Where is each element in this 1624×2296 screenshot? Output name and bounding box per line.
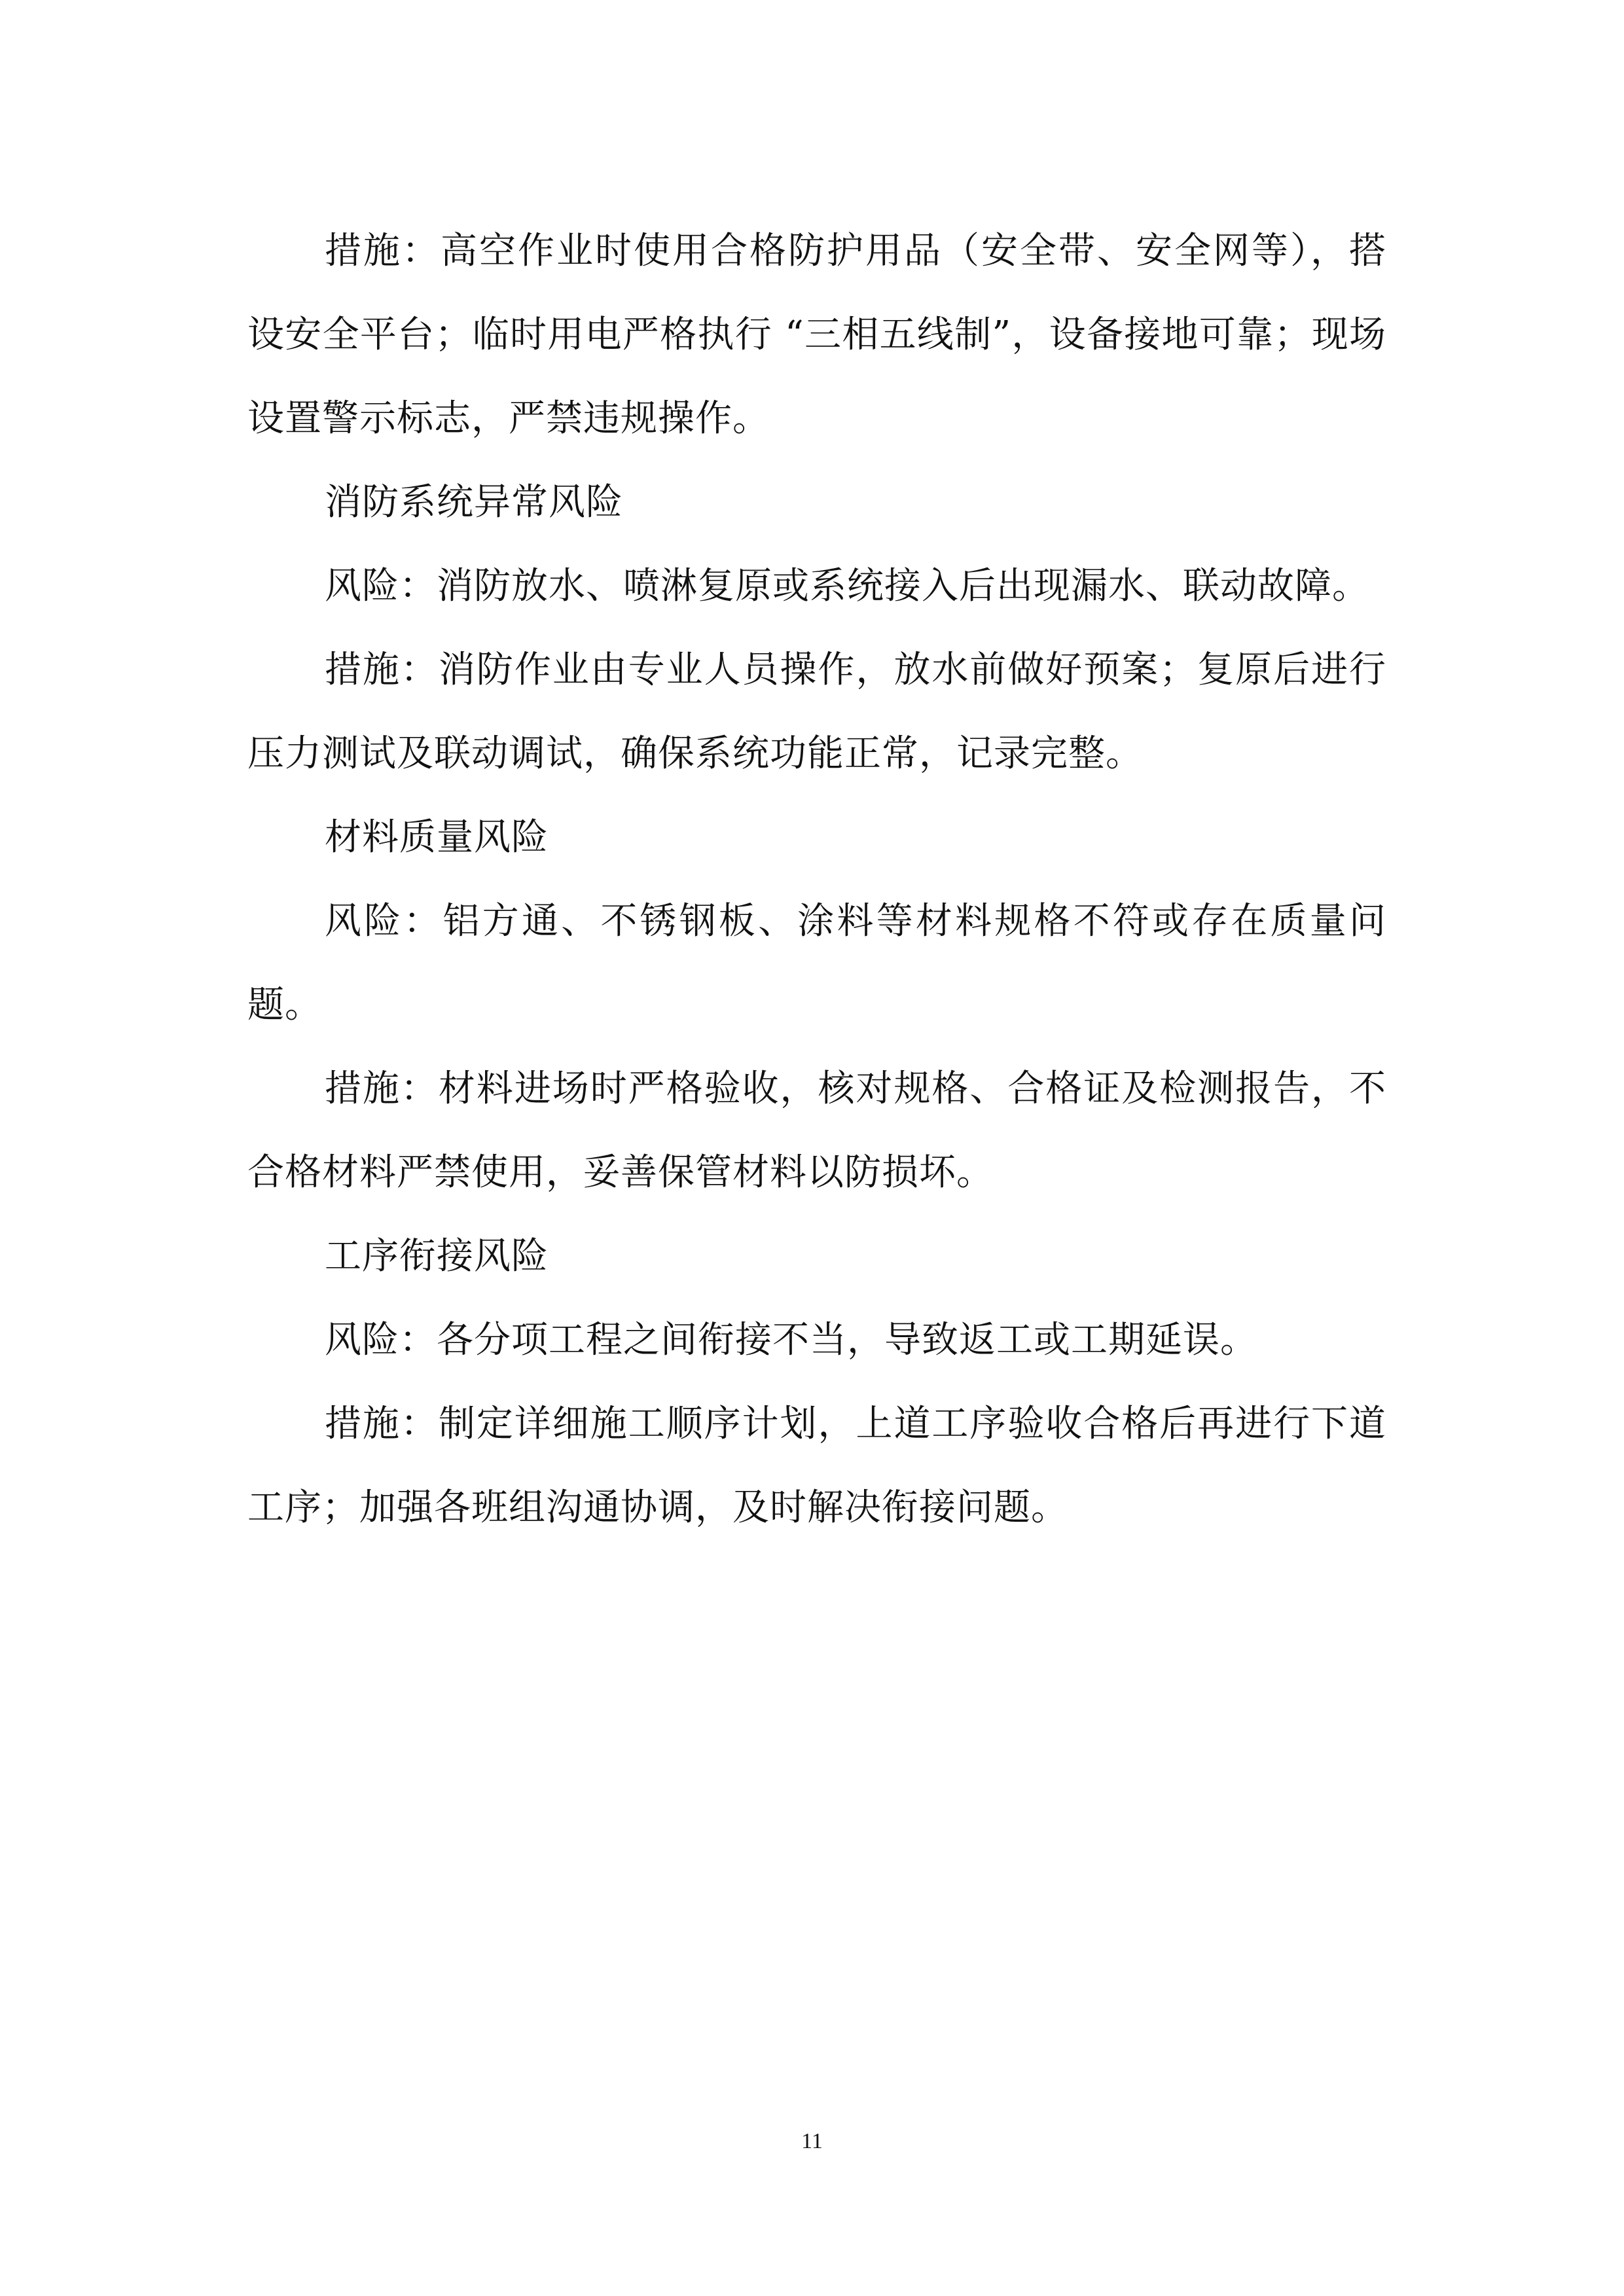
heading-material-quality-risk: 材料质量风险 (325, 816, 549, 859)
document-body (247, 209, 1386, 1550)
measure-paragraph-work-at-height: 措施：高空作业时使用合格防护用品（安全带、安全网等），搭设安全平台；临时用电严格执行 “三相五线制”，设备接地可靠；现场设置警示标志，严禁违规操作。 (247, 230, 1386, 440)
risk-paragraph-material-quality: 风险：铝方通、不锈钢板、涂料等材料规格不符或存在质量问题。 (247, 900, 1386, 1026)
heading-fire-system-risk: 消防系统异常风险 (325, 481, 623, 524)
risk-paragraph-fire-system: 风险：消防放水、喷淋复原或系统接入后出现漏水、联动故障。 (325, 565, 1369, 607)
heading-process-connection-risk: 工序衔接风险 (325, 1235, 549, 1278)
measure-paragraph-material-quality: 措施：材料进场时严格验收，核对规格、合格证及检测报告，不合格材料严禁使用，妥善保管材料以防损坏。 (247, 1067, 1386, 1194)
page-number: 11 (801, 2129, 823, 2153)
measure-paragraph-fire-system: 措施：消防作业由专业人员操作，放水前做好预案；复原后进行压力测试及联动调试，确保系统功能正常，记录完整。 (247, 649, 1386, 775)
measure-paragraph-process-connection: 措施：制定详细施工顺序计划，上道工序验收合格后再进行下道工序；加强各班组沟通协调，及时解决衔接问题。 (247, 1403, 1386, 1529)
risk-paragraph-process-connection: 风险：各分项工程之间衔接不当，导致返工或工期延误。 (325, 1319, 1257, 1361)
